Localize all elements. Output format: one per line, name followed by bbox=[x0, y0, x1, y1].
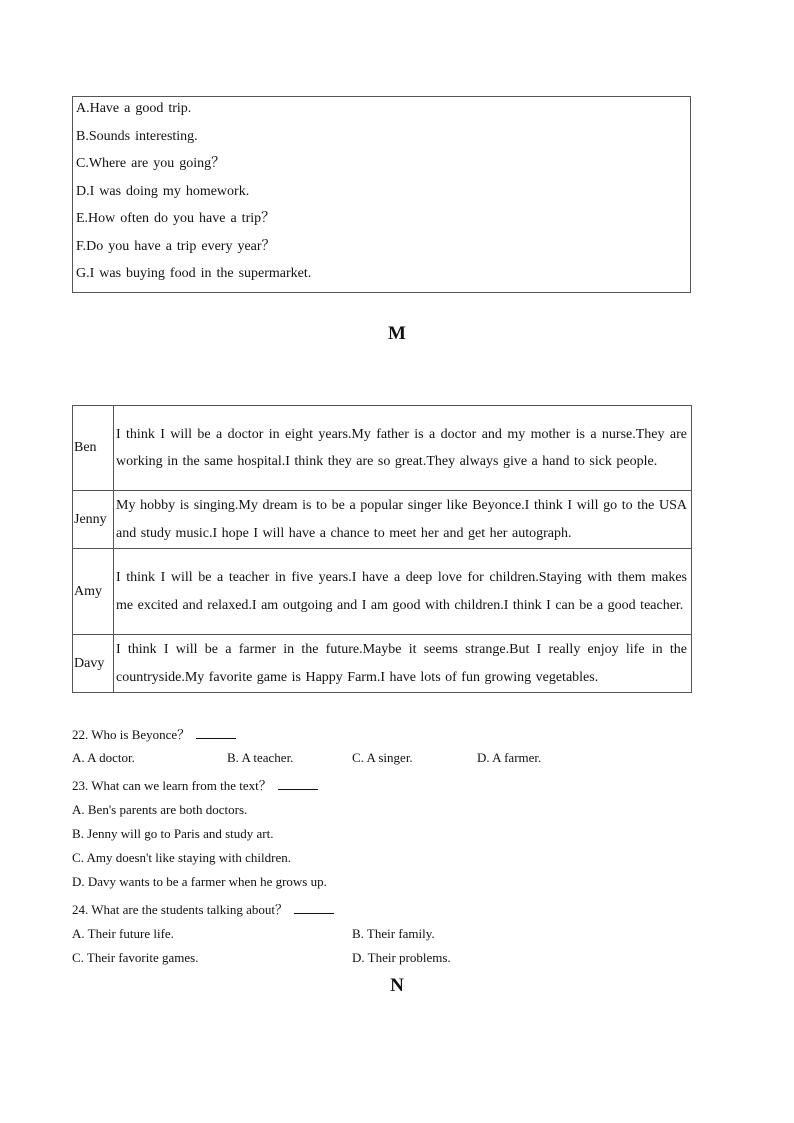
choice-22-b: B. A teacher. bbox=[227, 750, 294, 765]
choice-24-d: D. Their problems. bbox=[352, 950, 451, 965]
section-heading-m: M bbox=[388, 323, 406, 344]
question-stem: 22. Who is Beyonce？ bbox=[72, 727, 191, 742]
person-text: I think I will be a teacher in five years.I have a deep love for children.Staying with them makes me excited and relaxed.I am outgoing and I am good with children.I think I can be a good teacher. bbox=[114, 549, 692, 635]
person-name: Amy bbox=[73, 549, 114, 635]
answer-blank bbox=[196, 726, 236, 739]
option-c: C.Where are you going？ bbox=[76, 156, 226, 171]
question-stem: 24. What are the students talking about？ bbox=[72, 902, 289, 917]
option-d: D.I was doing my homework. bbox=[76, 183, 250, 199]
person-name: Davy bbox=[73, 635, 114, 693]
choice-22-a: A. A doctor. bbox=[72, 750, 135, 765]
answer-blank bbox=[278, 777, 318, 790]
answer-blank bbox=[294, 901, 334, 914]
option-a: A.Have a good trip. bbox=[76, 101, 192, 116]
question-22 bbox=[72, 724, 236, 743]
question-stem: 23. What can we learn from the text？ bbox=[72, 778, 272, 793]
option-f: F.Do you have a trip every year？ bbox=[76, 238, 276, 254]
choice-23-d: D. Davy wants to be a farmer when he grows up. bbox=[72, 874, 327, 889]
person-text: I think I will be a farmer in the future.Maybe it seems strange.But I really enjoy life in the countryside.My favorite game is Happy Farm.I have lots of fun growing vegetables. bbox=[114, 635, 692, 693]
table-row bbox=[73, 549, 692, 635]
choice-22-d: D. A farmer. bbox=[477, 750, 542, 765]
choice-23-a: A. Ben's parents are both doctors. bbox=[72, 802, 248, 817]
question-24 bbox=[72, 899, 334, 918]
table-row bbox=[73, 635, 692, 693]
question-23 bbox=[72, 775, 318, 794]
choice-24-b: B. Their family. bbox=[352, 926, 435, 941]
option-g: G.I was buying food in the supermarket. bbox=[76, 266, 312, 281]
people-table bbox=[72, 405, 692, 693]
choice-23-c: C. Amy doesn't like staying with children. bbox=[72, 850, 291, 865]
choice-23-b: B. Jenny will go to Paris and study art. bbox=[72, 826, 274, 841]
options-box bbox=[72, 96, 691, 293]
person-name: Ben bbox=[73, 406, 114, 491]
table-row bbox=[73, 491, 692, 549]
person-name: Jenny bbox=[73, 491, 114, 549]
option-b: B.Sounds interesting. bbox=[76, 128, 198, 144]
choice-22-c: C. A singer. bbox=[352, 750, 413, 765]
choice-24-a: A. Their future life. bbox=[72, 926, 174, 941]
option-e: E.How often do you have a trip？ bbox=[76, 211, 276, 226]
person-text: My hobby is singing.My dream is to be a popular singer like Beyonce.I think I will go to the USA and study music.I hope I will have a chance to meet her and get her autograph. bbox=[114, 491, 692, 549]
choice-24-c: C. Their favorite games. bbox=[72, 950, 199, 965]
section-heading-n: N bbox=[390, 975, 404, 996]
person-text: I think I will be a doctor in eight years.My father is a doctor and my mother is a nurse.They are working in the same hospital.I think they are so great.They always give a hand to sick people. bbox=[114, 406, 692, 491]
table-row bbox=[73, 406, 692, 491]
